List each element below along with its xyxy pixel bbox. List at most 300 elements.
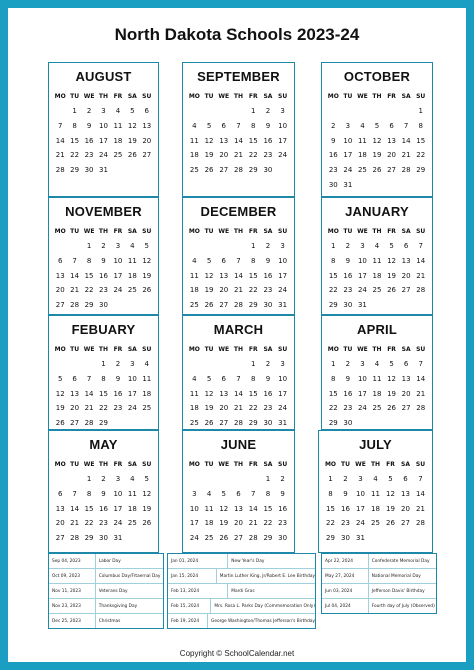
day-cell: 13	[55, 504, 65, 513]
day-cell: 27	[387, 166, 397, 175]
empty-cell	[187, 239, 202, 254]
day-cell: 14	[401, 136, 411, 145]
empty-cell	[140, 298, 154, 313]
day-cell: 19	[387, 271, 397, 280]
day-cell: 27	[142, 151, 152, 160]
day-cell: 24	[278, 151, 288, 160]
day-cell: 15	[248, 136, 258, 145]
month-grid	[49, 457, 158, 546]
day-cell: 6	[403, 242, 409, 250]
month-grid	[322, 89, 432, 193]
empty-cell	[111, 163, 125, 178]
month-grid	[319, 457, 432, 546]
day-cell: 10	[343, 136, 353, 145]
weekday-header: MO	[54, 346, 66, 353]
day-cell: 16	[99, 504, 108, 513]
weekday-header: MO	[188, 461, 200, 468]
day-cell: 4	[115, 107, 121, 115]
day-cell: 30	[99, 301, 108, 310]
day-cell: 3	[358, 475, 363, 483]
day-cell: 26	[387, 286, 397, 295]
day-cell: 5	[206, 256, 212, 265]
day-cell: 1	[250, 360, 256, 368]
weekday-header: WE	[83, 228, 95, 235]
day-cell: 24	[278, 404, 288, 413]
day-cell: 7	[236, 374, 241, 383]
empty-cell	[231, 472, 246, 487]
day-cell: 16	[99, 271, 108, 280]
day-cell: 25	[142, 404, 152, 413]
day-cell: 3	[280, 242, 285, 250]
weekday-header: SA	[127, 228, 137, 235]
empty-cell	[384, 298, 399, 313]
month-grid	[49, 89, 158, 178]
day-cell: 8	[86, 489, 92, 498]
day-cell: 28	[70, 301, 80, 310]
weekday-header: WE	[218, 228, 230, 235]
month-name: JULY	[359, 437, 392, 452]
holiday-date: Feb 19, 2024	[168, 614, 208, 628]
day-cell: 11	[371, 489, 380, 498]
day-cell: 13	[219, 271, 229, 280]
day-cell: 3	[130, 360, 135, 368]
day-cell: 9	[265, 374, 271, 383]
day-cell: 8	[250, 121, 256, 130]
weekday-header: FR	[113, 461, 123, 468]
day-cell: 19	[127, 136, 137, 145]
day-cell: 2	[265, 242, 271, 250]
empty-cell	[53, 104, 67, 119]
day-cell: 21	[416, 504, 425, 513]
empty-cell	[399, 178, 414, 193]
day-cell: 12	[387, 374, 397, 383]
day-cell: 19	[204, 286, 214, 295]
day-cell: 30	[263, 301, 273, 310]
day-cell: 17	[189, 519, 199, 528]
holiday-row	[322, 569, 436, 584]
day-cell: 23	[263, 151, 273, 160]
day-cell: 28	[248, 534, 258, 543]
day-cell: 17	[357, 389, 367, 398]
day-cell: 5	[221, 489, 227, 498]
day-cell: 22	[248, 404, 258, 413]
day-cell: 6	[57, 489, 63, 498]
day-cell: 22	[99, 404, 108, 413]
day-cell: 8	[331, 374, 336, 383]
day-cell: 11	[113, 121, 123, 130]
day-cell: 23	[328, 166, 338, 175]
empty-cell	[370, 416, 385, 431]
weekday-header: SA	[127, 93, 137, 100]
day-cell: 6	[389, 121, 394, 130]
day-cell: 4	[192, 256, 197, 265]
day-cell: 28	[70, 534, 80, 543]
day-cell: 15	[328, 271, 338, 280]
day-cell: 3	[115, 242, 121, 250]
day-cell: 29	[70, 166, 80, 175]
empty-cell	[413, 298, 428, 313]
day-cell: 25	[127, 519, 137, 528]
day-cell: 15	[328, 389, 338, 398]
day-cell: 14	[416, 489, 425, 498]
day-cell: 30	[84, 166, 94, 175]
day-cell: 29	[248, 301, 258, 310]
day-cell: 28	[234, 301, 243, 310]
day-cell: 25	[372, 404, 382, 413]
empty-cell	[355, 416, 370, 431]
holiday-name: Veterans Day	[98, 588, 128, 594]
day-cell: 20	[234, 519, 243, 528]
holiday-name: George Washington/Thomas Jefferson's Birthday	[210, 618, 315, 624]
holiday-name: Mrs. Rosa L. Parks Day (Commemoration Only)	[214, 603, 315, 609]
day-cell: 29	[328, 301, 338, 310]
day-cell: 31	[278, 419, 288, 428]
day-cell: 10	[127, 374, 137, 383]
day-cell: 2	[331, 121, 336, 130]
day-cell: 18	[189, 151, 199, 160]
day-cell: 9	[280, 489, 285, 498]
day-cell: 12	[219, 504, 229, 513]
weekday-header: FR	[248, 93, 258, 100]
empty-cell	[125, 163, 139, 178]
day-cell: 26	[386, 519, 395, 528]
weekday-header: TH	[233, 228, 244, 235]
month-name: FEBUARY	[71, 322, 136, 337]
weekday-header: SA	[401, 93, 411, 100]
empty-cell	[246, 472, 261, 487]
weekday-header: TH	[233, 93, 244, 100]
month-grid	[183, 342, 294, 431]
day-cell: 11	[127, 256, 137, 265]
empty-cell	[413, 416, 428, 431]
holiday-name: Fourth day of July (Observed)	[371, 603, 435, 609]
day-cell: 15	[248, 271, 258, 280]
day-cell: 11	[127, 489, 137, 498]
day-cell: 15	[84, 504, 94, 513]
month-febuary	[48, 315, 159, 430]
day-cell: 6	[72, 374, 77, 383]
weekday-header: WE	[218, 93, 230, 100]
day-cell: 16	[341, 504, 350, 513]
day-cell: 28	[234, 419, 243, 428]
day-cell: 18	[372, 389, 382, 398]
empty-cell	[82, 357, 96, 372]
day-cell: 15	[416, 136, 426, 145]
day-cell: 3	[280, 360, 285, 368]
day-cell: 16	[343, 389, 353, 398]
day-cell: 12	[55, 389, 65, 398]
month-grid	[183, 224, 294, 313]
day-cell: 23	[99, 286, 108, 295]
day-cell: 18	[357, 151, 367, 160]
day-cell: 17	[343, 151, 353, 160]
day-cell: 27	[234, 534, 243, 543]
weekday-header: SU	[416, 228, 426, 235]
day-cell: 8	[250, 374, 256, 383]
weekday-header: MO	[188, 228, 200, 235]
empty-cell	[140, 163, 154, 178]
empty-cell	[370, 298, 385, 313]
day-cell: 19	[142, 271, 152, 280]
holiday-date: Dec 25, 2023	[49, 614, 96, 628]
day-cell: 1	[328, 475, 333, 483]
day-cell: 20	[219, 286, 229, 295]
day-cell: 22	[84, 519, 94, 528]
holiday-row	[322, 554, 436, 569]
day-cell: 14	[416, 374, 426, 383]
day-cell: 11	[357, 136, 367, 145]
weekday-header: SA	[263, 93, 273, 100]
day-cell: 27	[401, 286, 411, 295]
empty-cell	[111, 298, 125, 313]
month-grid	[49, 224, 158, 313]
day-cell: 18	[371, 504, 380, 513]
day-cell: 8	[86, 256, 92, 265]
empty-cell	[202, 472, 217, 487]
day-cell: 19	[387, 389, 397, 398]
day-cell: 9	[343, 489, 348, 498]
empty-cell	[383, 531, 398, 546]
calendar-page	[8, 8, 466, 662]
day-cell: 30	[263, 166, 273, 175]
day-cell: 5	[206, 121, 212, 130]
day-cell: 28	[416, 404, 426, 413]
day-cell: 23	[113, 404, 123, 413]
day-cell: 7	[86, 374, 92, 383]
day-cell: 22	[70, 151, 80, 160]
day-cell: 30	[343, 301, 353, 310]
holiday-name: Mardi Gras	[231, 588, 255, 594]
empty-cell	[413, 178, 428, 193]
empty-cell	[125, 298, 139, 313]
empty-cell	[202, 357, 217, 372]
empty-cell	[202, 239, 217, 254]
day-cell: 21	[234, 286, 243, 295]
day-cell: 20	[387, 151, 397, 160]
holiday-date: Sep 04, 2023	[49, 554, 96, 568]
weekday-header: MO	[188, 346, 200, 353]
weekday-header: FR	[248, 461, 258, 468]
weekday-header: MO	[188, 93, 200, 100]
day-cell: 5	[130, 107, 135, 115]
empty-cell	[384, 178, 399, 193]
empty-cell	[216, 239, 231, 254]
holiday-row	[49, 554, 163, 569]
day-cell: 15	[70, 136, 80, 145]
day-cell: 10	[356, 489, 365, 498]
day-cell: 3	[280, 107, 285, 115]
day-cell: 27	[219, 419, 229, 428]
holiday-row	[168, 554, 315, 569]
day-cell: 5	[57, 374, 63, 383]
day-cell: 11	[204, 504, 214, 513]
day-cell: 20	[55, 519, 65, 528]
day-cell: 11	[189, 389, 199, 398]
day-cell: 21	[401, 151, 411, 160]
day-cell: 27	[70, 419, 80, 428]
day-cell: 13	[70, 389, 80, 398]
day-cell: 29	[416, 166, 426, 175]
day-cell: 22	[263, 519, 273, 528]
day-cell: 24	[278, 286, 288, 295]
day-cell: 25	[371, 519, 380, 528]
day-cell: 20	[401, 271, 411, 280]
holiday-name: National Memorial Day	[371, 573, 421, 579]
weekday-header: WE	[83, 93, 95, 100]
day-cell: 9	[265, 256, 271, 265]
day-cell: 4	[130, 242, 135, 250]
weekday-header: TU	[341, 461, 350, 468]
holiday-row	[322, 599, 436, 613]
day-cell: 3	[101, 107, 106, 115]
empty-cell	[53, 357, 67, 372]
day-cell: 31	[357, 301, 367, 310]
weekday-header: MO	[327, 93, 339, 100]
day-cell: 15	[263, 504, 273, 513]
month-name: APRIL	[357, 322, 397, 337]
day-cell: 28	[234, 166, 243, 175]
day-cell: 17	[278, 136, 288, 145]
day-cell: 24	[357, 286, 367, 295]
day-cell: 21	[234, 151, 243, 160]
day-cell: 10	[113, 256, 123, 265]
empty-cell	[370, 178, 385, 193]
day-cell: 27	[219, 301, 229, 310]
weekday-header: FR	[387, 346, 396, 353]
month-name: JANUARY	[345, 204, 409, 219]
holiday-name: Thanksgiving Day	[98, 603, 138, 609]
weekday-header: TU	[343, 228, 353, 235]
day-cell: 31	[113, 534, 123, 543]
day-cell: 24	[113, 519, 123, 528]
day-cell: 9	[331, 136, 336, 145]
day-cell: 17	[278, 389, 288, 398]
weekday-header: MO	[324, 461, 337, 468]
day-cell: 25	[357, 166, 367, 175]
weekday-header: SU	[278, 346, 288, 353]
day-cell: 4	[144, 360, 150, 368]
day-cell: 30	[99, 534, 108, 543]
weekday-header: SU	[416, 93, 426, 100]
page-title: North Dakota Schools 2023-24	[114, 25, 360, 44]
weekday-header: WE	[357, 228, 368, 235]
day-cell: 12	[127, 121, 137, 130]
day-cell: 10	[357, 256, 367, 265]
day-cell: 4	[206, 489, 212, 498]
weekday-header: TH	[98, 93, 109, 100]
day-cell: 30	[328, 180, 338, 189]
month-name: MARCH	[213, 322, 264, 337]
day-cell: 25	[189, 166, 199, 175]
day-cell: 5	[374, 121, 380, 130]
day-cell: 1	[265, 475, 271, 483]
day-cell: 8	[250, 256, 256, 265]
day-cell: 4	[374, 360, 380, 368]
holiday-date: Jun 03, 2024	[322, 584, 369, 598]
weekday-header: SU	[278, 228, 288, 235]
holiday-row	[49, 584, 163, 599]
day-cell: 1	[250, 242, 256, 250]
day-cell: 7	[418, 242, 423, 250]
day-cell: 5	[206, 374, 212, 383]
holiday-row	[322, 584, 436, 599]
day-cell: 20	[142, 136, 152, 145]
weekday-header: FR	[387, 93, 396, 100]
empty-cell	[368, 531, 383, 546]
weekday-header: FR	[248, 228, 258, 235]
empty-cell	[187, 104, 202, 119]
day-cell: 24	[189, 534, 199, 543]
weekday-header: FR	[113, 228, 123, 235]
empty-cell	[140, 531, 154, 546]
day-cell: 23	[263, 404, 273, 413]
day-cell: 13	[387, 136, 397, 145]
day-cell: 2	[265, 107, 271, 115]
holiday-name: Columbus Day/Frtaernal Day	[98, 573, 161, 579]
day-cell: 6	[236, 489, 241, 498]
day-cell: 26	[387, 404, 397, 413]
day-cell: 9	[115, 374, 121, 383]
day-cell: 10	[99, 121, 108, 130]
weekday-header: SA	[263, 228, 273, 235]
month-august	[48, 62, 159, 197]
day-cell: 18	[204, 519, 214, 528]
empty-cell	[355, 178, 370, 193]
weekday-header: TU	[70, 93, 80, 100]
weekday-header: TU	[343, 346, 353, 353]
day-cell: 1	[101, 360, 106, 368]
holiday-name: Confederate Memorial Day	[371, 558, 430, 564]
day-cell: 25	[113, 151, 123, 160]
weekday-header: SU	[416, 346, 426, 353]
day-cell: 25	[189, 419, 199, 428]
weekday-header: MO	[327, 228, 339, 235]
month-october	[321, 62, 433, 197]
empty-cell	[187, 472, 202, 487]
day-cell: 10	[113, 489, 123, 498]
month-name: JUNE	[220, 437, 257, 452]
day-cell: 6	[221, 256, 227, 265]
weekday-header: TU	[204, 93, 214, 100]
day-cell: 24	[127, 404, 137, 413]
month-november	[48, 197, 159, 315]
day-cell: 1	[250, 107, 256, 115]
day-cell: 11	[372, 374, 382, 383]
day-cell: 19	[204, 404, 214, 413]
weekday-header: WE	[355, 461, 366, 468]
day-cell: 5	[388, 475, 393, 483]
day-cell: 14	[70, 271, 80, 280]
empty-cell	[231, 239, 246, 254]
holiday-date: Nov 23, 2023	[49, 599, 96, 613]
holiday-row	[168, 569, 315, 584]
day-cell: 16	[278, 504, 288, 513]
day-cell: 14	[84, 389, 94, 398]
day-cell: 8	[328, 489, 333, 498]
empty-cell	[341, 104, 356, 119]
day-cell: 11	[189, 271, 199, 280]
day-cell: 17	[357, 271, 367, 280]
day-cell: 18	[142, 389, 152, 398]
weekday-header: SU	[278, 93, 288, 100]
holiday-date: Jan 15, 2024	[168, 569, 217, 583]
day-cell: 10	[278, 256, 288, 265]
day-cell: 2	[345, 360, 351, 368]
day-cell: 27	[401, 519, 410, 528]
day-cell: 13	[401, 256, 411, 265]
day-cell: 4	[374, 242, 380, 250]
day-cell: 22	[84, 286, 94, 295]
